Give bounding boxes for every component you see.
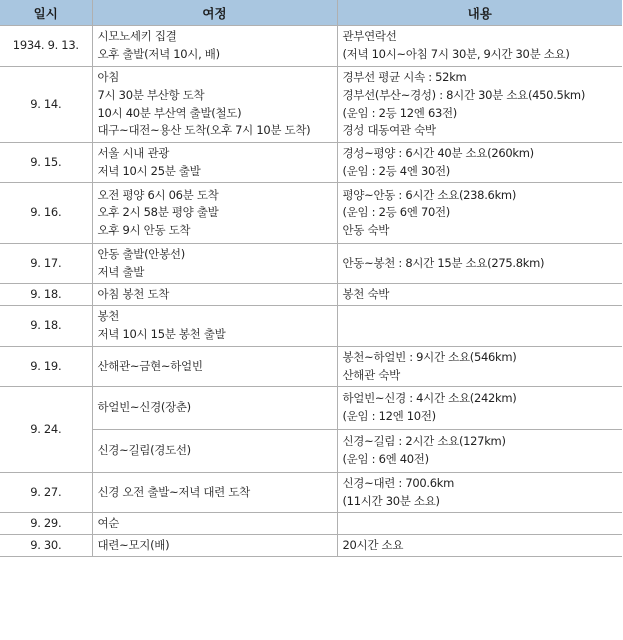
content-cell — [337, 244, 622, 284]
itinerary-line: 저녁 출발 — [97, 264, 145, 279]
content-line: 안동~봉천 : 8시간 15분 소요(275.8km) — [342, 255, 545, 270]
content-line: 경성~평양 : 6시간 40분 소요(260km) — [342, 145, 534, 160]
content-cell — [337, 430, 622, 473]
date-cell: 1934. 9. 13. — [0, 26, 92, 67]
content-cell — [337, 306, 622, 347]
itinerary-cell — [92, 387, 337, 430]
itinerary-line: 7시 30분 부산항 도착 — [97, 87, 205, 102]
date-cell: 9. 19. — [0, 347, 92, 387]
content-line: 하얼빈~신경 : 4시간 소요(242km) — [342, 391, 517, 406]
content-line: 신경~길림 : 2시간 소요(127km) — [342, 434, 506, 449]
table-row — [0, 183, 622, 244]
content-cell — [337, 67, 622, 143]
date-cell: 9. 27. — [0, 473, 92, 513]
itinerary-line: 10시 40분 부산역 출발(철도) — [97, 105, 242, 120]
table-row — [0, 244, 622, 284]
itinerary-cell — [92, 183, 337, 244]
itinerary-line: 산해관~금현~하얼빈 — [97, 358, 203, 373]
content-line: 20시간 소요 — [342, 537, 404, 552]
content-cell — [337, 143, 622, 183]
content-line: 관부연락선 — [342, 29, 397, 44]
table-row — [0, 306, 622, 347]
table-row — [0, 284, 622, 306]
content-cell — [337, 535, 622, 557]
itinerary-line: 오전 평양 6시 06분 도착 — [97, 187, 219, 202]
content-cell — [337, 347, 622, 387]
date-cell: 9. 14. — [0, 67, 92, 143]
content-line: (운임 : 6엔 40전) — [342, 452, 429, 466]
itinerary-line: 오후 출발(저녁 10시, 배) — [97, 47, 220, 61]
table-row — [0, 143, 622, 183]
content-line: (저녁 10시~아침 7시 30분, 9시간 30분 소요) — [342, 47, 570, 61]
content-cell — [337, 26, 622, 67]
table-row — [0, 513, 622, 535]
content-line: (운임 : 2등 4엔 30전) — [342, 163, 450, 178]
itinerary-cell — [92, 473, 337, 513]
content-line: 안동 숙박 — [342, 222, 390, 237]
itinerary-line: 하얼빈~신경(장춘) — [97, 400, 191, 415]
content-cell — [337, 473, 622, 513]
table-row — [0, 26, 622, 67]
content-line: (운임 : 12엔 10전) — [342, 409, 436, 423]
itinerary-line: 신경~길림(경도선) — [97, 443, 191, 458]
content-line: 경부선(부산~경성) : 8시간 30분 소요(450.5km) — [342, 87, 586, 102]
itinerary-cell — [92, 143, 337, 183]
itinerary-line: 아침 봉천 도착 — [97, 286, 170, 301]
table-row — [0, 535, 622, 557]
date-cell: 9. 18. — [0, 306, 92, 347]
date-cell: 9. 24. — [0, 387, 92, 473]
table-row — [0, 347, 622, 387]
itinerary-cell — [92, 513, 337, 535]
table-row — [0, 473, 622, 513]
itinerary-line: 오후 9시 안동 도착 — [97, 222, 191, 237]
content-line: (11시간 30분 소요) — [342, 493, 440, 508]
itinerary-line: 저녁 10시 25분 출발 — [97, 163, 201, 178]
content-cell — [337, 183, 622, 244]
date-cell: 9. 30. — [0, 535, 92, 557]
header-content: 내용 — [337, 0, 622, 26]
table-row — [0, 430, 622, 473]
date-cell: 9. 15. — [0, 143, 92, 183]
content-line: 봉천 숙박 — [342, 286, 390, 301]
content-line: 신경~대련 : 700.6km — [342, 475, 455, 490]
itinerary-line: 서울 시내 관광 — [97, 145, 170, 160]
itinerary-line: 여순 — [97, 515, 120, 530]
content-line: (운임 : 2등 6엔 70전) — [342, 205, 450, 220]
table-row — [0, 67, 622, 143]
itinerary-line: 오후 2시 58분 평양 출발 — [97, 205, 219, 220]
itinerary-cell — [92, 26, 337, 67]
table-row — [0, 387, 622, 430]
itinerary-line: 시모노세키 집결 — [97, 29, 177, 44]
content-line: 산해관 숙박 — [342, 367, 400, 382]
itinerary-cell — [92, 306, 337, 347]
header-itinerary: 여정 — [92, 0, 337, 26]
content-line: 봉천~하얼빈 : 9시간 소요(546km) — [342, 349, 517, 364]
content-cell — [337, 284, 622, 306]
itinerary-line: 대구~대전~용산 도착(오후 7시 10분 도착) — [97, 123, 311, 138]
content-line: 경성 대동여관 숙박 — [342, 123, 436, 138]
itinerary-cell — [92, 284, 337, 306]
date-cell: 9. 16. — [0, 183, 92, 244]
content-line: 경부선 평균 시속 : 52km — [342, 70, 467, 85]
itinerary-cell — [92, 535, 337, 557]
header-date: 일시 — [0, 0, 92, 26]
table-body — [0, 26, 622, 557]
itinerary-line: 봉천 — [97, 309, 120, 324]
itinerary-cell — [92, 244, 337, 284]
itinerary-line: 저녁 10시 15분 봉천 출발 — [97, 327, 226, 341]
content-line: 평양~안동 : 6시간 소요(238.6km) — [342, 187, 517, 202]
header-row — [0, 0, 622, 26]
itinerary-line: 대련~모지(배) — [97, 537, 170, 552]
itinerary-line: 아침 — [97, 70, 120, 85]
content-cell — [337, 387, 622, 430]
itinerary-line: 신경 오전 출발~저녁 대련 도착 — [97, 484, 250, 499]
itinerary-cell — [92, 347, 337, 387]
content-line: (운임 : 2등 12엔 63전) — [342, 105, 457, 120]
date-cell: 9. 29. — [0, 513, 92, 535]
date-cell: 9. 17. — [0, 244, 92, 284]
date-cell: 9. 18. — [0, 284, 92, 306]
itinerary-cell — [92, 67, 337, 143]
itinerary-cell — [92, 430, 337, 473]
content-cell — [337, 513, 622, 535]
itinerary-line: 안동 출발(안봉선) — [97, 246, 185, 261]
